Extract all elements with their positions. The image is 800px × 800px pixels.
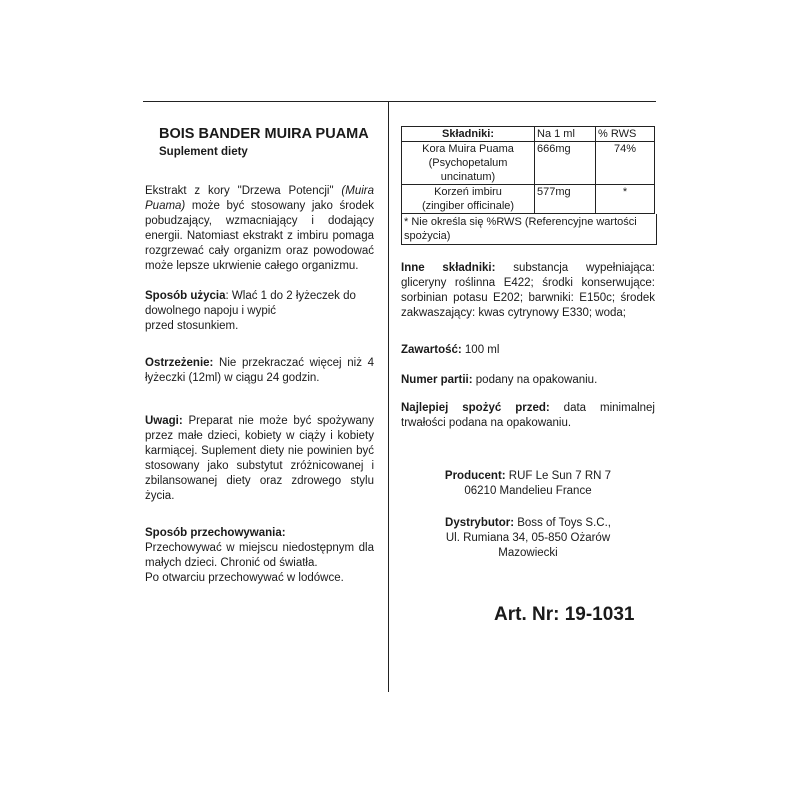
usage-line-1: : Wlać 1 do 2 łyżeczek do — [225, 290, 356, 302]
caution-label: Uwagi: — [145, 415, 183, 427]
producer-line-1: RUF Le Sun 7 RN 7 — [505, 470, 612, 482]
ingredient-rws: * — [596, 185, 655, 214]
table-header-cell: % RWS — [596, 127, 655, 142]
best-before-value: data minimalnej trwałości podana na opakowaniu. — [401, 402, 655, 429]
description-text-2: może być stosowany jako środek pobudzający, wzmacniający i dodający energii. Natomiast ekstrakt z imbiru pomaga rozgrzewać cały organizm oraz powodować może lepsze ukrwienie całego organizmu. — [145, 200, 374, 272]
ingredient-name-cell — [402, 185, 535, 214]
top-rule — [143, 101, 656, 102]
other-ingredients-label: Inne składniki: — [401, 262, 496, 274]
distributor-line-2: Ul. Rumiana 34, 05-850 Ożarów — [445, 532, 611, 544]
ingredient-amount: 577mg — [535, 185, 596, 214]
product-title: BOIS BANDER MUIRA PUAMA — [159, 126, 369, 142]
ingredient-latin-2: uncinatum) — [440, 171, 496, 183]
ingredient-latin: (zingiber officinale) — [421, 200, 515, 212]
distributor-block — [401, 516, 655, 561]
description-italic: (Muira Puama) — [145, 185, 374, 212]
table-header-cell: Na 1 ml — [535, 127, 596, 142]
right-column — [401, 126, 655, 561]
ingredients-table — [401, 126, 655, 214]
batch-label: Numer partii: — [401, 374, 473, 386]
storage-text-2: Po otwarciu przechowywać w lodówce. — [145, 572, 344, 584]
ingredient-name: Kora Muira Puama — [422, 143, 514, 155]
table-header-cell: Składniki: — [402, 127, 535, 142]
contents-label: Zawartość: — [401, 344, 462, 356]
description — [145, 184, 374, 274]
producer-label: Producent: — [444, 470, 506, 482]
batch-value: podany na opakowaniu. — [472, 374, 598, 386]
ingredient-latin: (Psychopetalum — [428, 157, 508, 169]
contents-line — [401, 343, 655, 358]
ingredient-rws: 74% — [596, 142, 655, 185]
rws-note: * Nie określa się %RWS (Referencyjne wartości spożycia) — [401, 214, 657, 245]
best-before-line — [401, 401, 655, 431]
distributor-line-3: Mazowiecki — [498, 547, 558, 559]
storage-text-1: Przechowywać w miejscu niedostępnym dla małych dzieci. Chronić od światła. — [145, 542, 374, 569]
table-row — [402, 142, 655, 185]
usage-section — [145, 289, 374, 334]
best-before-label: Najlepiej spożyć przed: — [401, 402, 550, 414]
article-number: Art. Nr: 19-1031 — [494, 604, 635, 625]
warning-section — [145, 356, 374, 386]
description-text: Ekstrakt z kory "Drzewa Potencji" — [145, 185, 342, 197]
other-ingredients-text: substancja wypełniająca: gliceryny roślinna E422; środki konserwujące: sorbinian potasu E202; barwniki: E150c; środek zakwaszający: kwas cytrynowy E330; woda; — [401, 262, 655, 319]
left-column — [145, 126, 374, 586]
caution-text: Preparat nie może być spożywany przez małe dzieci, kobiety w ciąży i kobiety karmiącej. Suplement diety nie powinien być stosowany jako substytut zróżnicowanej i zbilansowanej diety oraz zdrowego stylu życia. — [145, 415, 374, 502]
table-header-row — [402, 127, 655, 142]
warning-text: Nie przekraczać więcej niż 4 łyżeczki (12ml) w ciągu 24 godzin. — [145, 357, 374, 384]
ingredient-name-cell — [402, 142, 535, 185]
storage-label: Sposób przechowywania: — [145, 527, 286, 539]
usage-line-3: przed stosunkiem. — [145, 320, 239, 332]
ingredient-amount: 666mg — [535, 142, 596, 185]
producer-block — [401, 469, 655, 499]
usage-line-2: dowolnego napoju i wypić — [145, 305, 277, 317]
producer-line-2: 06210 Mandelieu France — [464, 485, 592, 497]
usage-label: Sposób użycia — [145, 290, 226, 302]
distributor-line-1: Boss of Toys S.C., — [514, 517, 611, 529]
caution-section — [145, 414, 374, 504]
product-subtitle: Suplement diety — [159, 146, 248, 158]
batch-line — [401, 373, 655, 388]
other-ingredients — [401, 261, 655, 321]
center-divider — [388, 102, 389, 692]
distributor-label: Dystrybutor: — [445, 517, 515, 529]
ingredient-name: Korzeń imbiru — [434, 186, 502, 198]
warning-label: Ostrzeżenie: — [145, 357, 214, 369]
contents-value: 100 ml — [461, 344, 500, 356]
table-row — [402, 185, 655, 214]
storage-section — [145, 526, 374, 586]
